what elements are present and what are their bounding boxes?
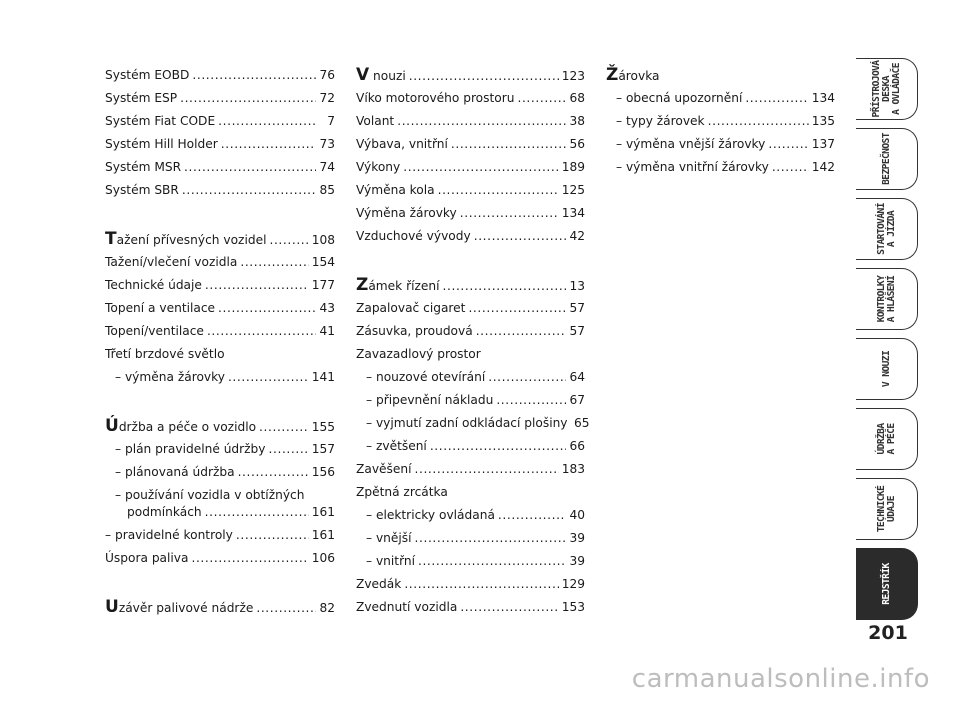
entry-text: podmínkách — [127, 505, 202, 519]
entry-term — [115, 461, 235, 484]
entry-term — [356, 274, 440, 298]
entry-text: Třetí brzdové světlo — [105, 347, 225, 361]
entry-text: Systém MSR — [105, 160, 182, 174]
entry-text: Topení/ventilace — [105, 324, 204, 338]
dot-leader — [488, 366, 566, 389]
entry-term — [105, 156, 181, 179]
entry-page: 157 — [311, 442, 335, 456]
entry-text: Zpětná zrcátka — [356, 485, 448, 499]
tab-4[interactable] — [856, 338, 918, 400]
index-entry — [356, 412, 590, 435]
page-number: 201 — [868, 622, 908, 644]
entry-text: – vnitřní — [366, 554, 415, 568]
entry-term — [356, 133, 448, 156]
entry-page: 156 — [311, 465, 335, 479]
index-entry — [105, 274, 335, 297]
entry-page: 134 — [811, 91, 835, 105]
entry-term — [356, 202, 457, 225]
entry-text: – zvětšení — [366, 439, 427, 453]
entry-page: 183 — [561, 462, 585, 476]
entry-term — [366, 504, 495, 527]
dot-leader — [269, 438, 309, 461]
entry-term — [366, 412, 568, 435]
entry-term — [105, 274, 202, 297]
dot-leader — [409, 65, 559, 88]
index-entry — [606, 64, 835, 87]
index-entry — [105, 64, 335, 87]
entry-text: Tažení/vlečení vozidla — [105, 255, 238, 269]
watermark: carmanualsonline.info — [631, 664, 930, 694]
entry-text: Volant — [356, 114, 395, 128]
entry-term — [356, 156, 400, 179]
entry-text: Výměna kola — [356, 183, 435, 197]
entry-text: – vyjmutí zadní odkládací plošiny — [366, 416, 568, 430]
entry-term — [616, 133, 765, 156]
dot-leader — [221, 133, 316, 156]
entry-text: – připevnění nákladu — [366, 393, 494, 407]
entry-term — [356, 320, 473, 343]
dot-leader — [236, 524, 309, 547]
index-entry — [356, 297, 585, 320]
entry-text: Vzduchové vývody — [356, 229, 471, 243]
index-entry — [606, 87, 835, 110]
dot-leader — [498, 504, 566, 527]
index-entry — [356, 133, 585, 156]
index-entry — [105, 133, 335, 156]
dot-leader — [772, 156, 809, 179]
index-entry — [356, 573, 585, 596]
entry-page: 43 — [319, 301, 335, 315]
entry-page: 106 — [311, 551, 335, 565]
index-column-1 — [105, 64, 335, 619]
entry-text: Zvedák — [356, 577, 402, 591]
tab-3[interactable] — [856, 268, 918, 330]
entry-text: závěr palivové nádrže — [118, 601, 254, 615]
index-entry — [356, 274, 585, 297]
entry-text: – plánovaná údržba — [115, 465, 235, 479]
index-entry — [105, 320, 335, 343]
index-entry — [356, 481, 585, 504]
index-entry — [606, 110, 835, 133]
entry-page: 72 — [319, 91, 335, 105]
tab-label: TECHNICKÉ ÚDAJE — [875, 485, 897, 533]
entry-text: ámek řízení — [368, 279, 440, 293]
entry-page: 57 — [569, 324, 585, 338]
entry-term — [356, 573, 401, 596]
entry-text: árovka — [618, 69, 660, 83]
dot-leader — [184, 156, 316, 179]
dot-leader — [397, 110, 566, 133]
index-entry — [606, 156, 835, 179]
index-column-2 — [356, 64, 590, 619]
section-gap — [105, 389, 335, 415]
tab-label: PŘÍSTROJOVÁ DESKA A OVLÁDAČE — [870, 60, 902, 118]
dot-leader — [474, 225, 566, 248]
index-entry — [356, 87, 585, 110]
entry-text: – výměna vnější žárovky — [616, 137, 766, 151]
entry-page: 42 — [569, 229, 585, 243]
entry-page: 67 — [569, 393, 585, 407]
entry-term — [105, 297, 215, 320]
index-entry — [105, 228, 335, 251]
entry-text: Zvednutí vozidla — [356, 600, 458, 614]
dot-leader — [430, 435, 566, 458]
index-entry — [105, 343, 335, 366]
dot-leader — [228, 366, 309, 389]
entry-text: – používání vozidla v obtížných — [115, 488, 305, 502]
entry-term — [105, 179, 179, 202]
entry-term — [366, 366, 485, 389]
section-initial: V — [356, 65, 370, 85]
entry-page: 135 — [811, 114, 835, 128]
dot-leader — [415, 458, 559, 481]
entry-page: 39 — [569, 531, 585, 545]
entry-term — [366, 527, 412, 550]
index-entry — [356, 225, 585, 248]
section-gap — [105, 570, 335, 596]
entry-term — [105, 64, 189, 87]
index-entry — [105, 547, 335, 570]
tab-1[interactable] — [856, 128, 918, 190]
entry-page: 141 — [311, 370, 335, 384]
entry-text: Systém Hill Holder — [105, 137, 218, 151]
entry-text: Výkony — [356, 160, 401, 174]
entry-text: Zavazadlový prostor — [356, 347, 481, 361]
dot-leader — [404, 573, 558, 596]
dot-leader — [192, 64, 316, 87]
dot-leader — [207, 320, 316, 343]
entry-term — [105, 228, 266, 252]
index-entry — [356, 550, 585, 573]
dot-leader — [180, 87, 316, 110]
dot-leader — [259, 416, 309, 439]
dot-leader — [191, 547, 308, 570]
index-column-3 — [606, 64, 835, 179]
index-entry — [105, 87, 335, 110]
dot-leader — [496, 389, 566, 412]
tab-label: STARTOVÁNÍ A JÍZDA — [875, 203, 897, 255]
index-entry — [105, 251, 335, 274]
entry-page: 134 — [561, 206, 585, 220]
dot-leader — [768, 133, 808, 156]
entry-page: 155 — [311, 420, 335, 434]
tab-label: ÚDRŽBA A PÉČE — [875, 423, 897, 455]
entry-term — [356, 343, 481, 366]
entry-term — [105, 133, 218, 156]
entry-text: Systém SBR — [105, 183, 179, 197]
dot-leader — [745, 87, 808, 110]
entry-page: 56 — [569, 137, 585, 151]
section-initial: Ú — [105, 416, 119, 436]
entry-term — [366, 389, 493, 412]
entry-term — [105, 320, 204, 343]
tab-6[interactable] — [856, 478, 918, 540]
entry-term — [356, 596, 457, 619]
entry-page: 137 — [811, 137, 835, 151]
index-entry — [356, 366, 585, 389]
index-entry — [356, 504, 585, 527]
entry-page: 57 — [569, 301, 585, 315]
entry-page: 161 — [311, 505, 335, 519]
entry-text: – typy žárovek — [616, 114, 705, 128]
entry-text: Systém Fiat CODE — [105, 114, 216, 128]
entry-term — [105, 87, 177, 110]
entry-term — [356, 110, 394, 133]
index-entry — [105, 438, 335, 461]
entry-term — [105, 110, 215, 133]
index-entry — [105, 415, 335, 438]
entry-term — [105, 547, 188, 570]
tab-5[interactable] — [856, 408, 918, 470]
entry-page: 39 — [569, 554, 585, 568]
index-entry — [105, 110, 335, 133]
entry-term — [105, 343, 225, 366]
dot-leader — [256, 597, 316, 620]
entry-term — [366, 435, 427, 458]
section-gap — [356, 248, 585, 274]
index-entry — [105, 179, 335, 202]
dot-leader — [205, 274, 309, 297]
entry-text: ažení přívesných vozidel — [116, 233, 267, 247]
dot-leader — [438, 179, 559, 202]
entry-term — [115, 438, 266, 461]
entry-text: nouzi — [369, 69, 406, 83]
entry-text: Systém EOBD — [105, 68, 190, 82]
tab-7[interactable] — [856, 548, 918, 620]
index-entry — [356, 458, 585, 481]
index-entry — [105, 156, 335, 179]
index-entry — [356, 320, 585, 343]
entry-text: Zavěšení — [356, 462, 412, 476]
entry-term — [606, 64, 660, 88]
entry-text: Zásuvka, proudová — [356, 324, 473, 338]
index-entry — [105, 297, 335, 320]
index-entry — [356, 179, 585, 202]
entry-text: Víko motorového prostoru — [356, 91, 515, 105]
entry-page: 73 — [319, 137, 335, 151]
dot-leader — [708, 110, 809, 133]
entry-term — [105, 415, 256, 439]
tab-2[interactable] — [856, 198, 918, 260]
tab-label: KONTROLKY A HLÁŠENÍ — [875, 275, 897, 323]
entry-text: – plán pravidelné údržby — [115, 442, 266, 456]
index-entry — [105, 461, 335, 484]
dot-leader — [238, 461, 309, 484]
section-initial: U — [105, 597, 119, 617]
index-entry — [356, 389, 585, 412]
entry-page: 108 — [311, 233, 335, 247]
section-initial: Z — [356, 275, 369, 295]
entry-text: Úspora paliva — [105, 551, 189, 565]
dot-leader — [415, 527, 566, 550]
dot-leader — [218, 110, 316, 133]
entry-text: – pravidelné kontroly — [105, 528, 233, 542]
tab-label: V NOUZI — [880, 350, 892, 388]
index-entry — [356, 202, 585, 225]
entry-term — [127, 501, 202, 524]
entry-page: 129 — [561, 577, 585, 591]
entry-page: 85 — [319, 183, 335, 197]
entry-page: 142 — [811, 160, 835, 174]
dot-leader — [443, 275, 566, 298]
entry-term — [356, 87, 514, 110]
index-entry — [105, 501, 335, 524]
entry-page: 13 — [569, 279, 585, 293]
entry-page: 123 — [561, 69, 585, 83]
entry-text: – výměna žárovky — [115, 370, 225, 384]
section-initial: Ž — [606, 65, 619, 85]
entry-text: – výměna vnitřní žárovky — [616, 160, 769, 174]
entry-page: 189 — [561, 160, 585, 174]
entry-text: Systém ESP — [105, 91, 178, 105]
entry-term — [356, 225, 471, 248]
entry-text: držba a péče o vozidlo — [118, 420, 257, 434]
entry-term — [356, 297, 465, 320]
index-entry — [356, 110, 585, 133]
entry-text: Výbava, vnitřní — [356, 137, 448, 151]
tab-label: REJSTŘÍK — [880, 563, 892, 605]
dot-leader — [517, 87, 566, 110]
entry-text: Technické údaje — [105, 278, 202, 292]
entry-term — [616, 156, 769, 179]
dot-leader — [240, 251, 308, 274]
entry-page: 125 — [561, 183, 585, 197]
tab-0[interactable] — [856, 58, 918, 120]
index-entry — [356, 64, 585, 87]
dot-leader — [182, 179, 316, 202]
tab-label: BEZPEČNOST — [880, 133, 892, 185]
entry-text: Výměna žárovky — [356, 206, 457, 220]
section-gap — [105, 202, 335, 228]
dot-leader — [476, 320, 566, 343]
index-entry — [105, 524, 335, 547]
entry-term — [356, 64, 406, 88]
entry-page: 153 — [561, 600, 585, 614]
entry-term — [366, 550, 415, 573]
entry-term — [115, 366, 225, 389]
entry-term — [616, 110, 705, 133]
section-initial: T — [105, 229, 117, 249]
dot-leader — [269, 229, 308, 252]
entry-page: 7 — [327, 114, 335, 128]
entry-page: 38 — [569, 114, 585, 128]
dot-leader — [218, 297, 316, 320]
entry-page: 41 — [319, 324, 335, 338]
entry-page: 161 — [311, 528, 335, 542]
entry-page: 68 — [569, 91, 585, 105]
index-entry — [356, 596, 585, 619]
dot-leader — [468, 297, 566, 320]
entry-text: – nouzové otevírání — [366, 370, 486, 384]
entry-term — [356, 481, 448, 504]
index-entry — [356, 156, 585, 179]
index-entry — [606, 133, 835, 156]
dot-leader — [205, 501, 309, 524]
entry-term — [356, 458, 412, 481]
index-entry — [105, 366, 335, 389]
entry-text: Topení a ventilace — [105, 301, 216, 315]
entry-term — [105, 524, 233, 547]
entry-text: – vnější — [366, 531, 412, 545]
entry-term — [105, 596, 253, 620]
entry-term — [356, 179, 435, 202]
entry-text: Zapalovač cigaret — [356, 301, 466, 315]
entry-text: – obecná upozornění — [616, 91, 743, 105]
dot-leader — [460, 202, 559, 225]
entry-page: 65 — [574, 416, 590, 430]
entry-page: 177 — [311, 278, 335, 292]
entry-term — [105, 251, 237, 274]
entry-page: 154 — [311, 255, 335, 269]
entry-page: 82 — [319, 601, 335, 615]
entry-page: 74 — [319, 160, 335, 174]
dot-leader — [418, 550, 566, 573]
entry-page: 66 — [569, 439, 585, 453]
dot-leader — [451, 133, 566, 156]
dot-leader — [460, 596, 558, 619]
index-entry — [356, 435, 585, 458]
entry-page: 40 — [569, 508, 585, 522]
entry-text: – elektricky ovládaná — [366, 508, 495, 522]
entry-page: 76 — [319, 68, 335, 82]
entry-page: 64 — [569, 370, 585, 384]
index-entry — [356, 343, 585, 366]
index-entry — [356, 527, 585, 550]
entry-term — [616, 87, 742, 110]
index-entry — [105, 596, 335, 619]
dot-leader — [403, 156, 558, 179]
